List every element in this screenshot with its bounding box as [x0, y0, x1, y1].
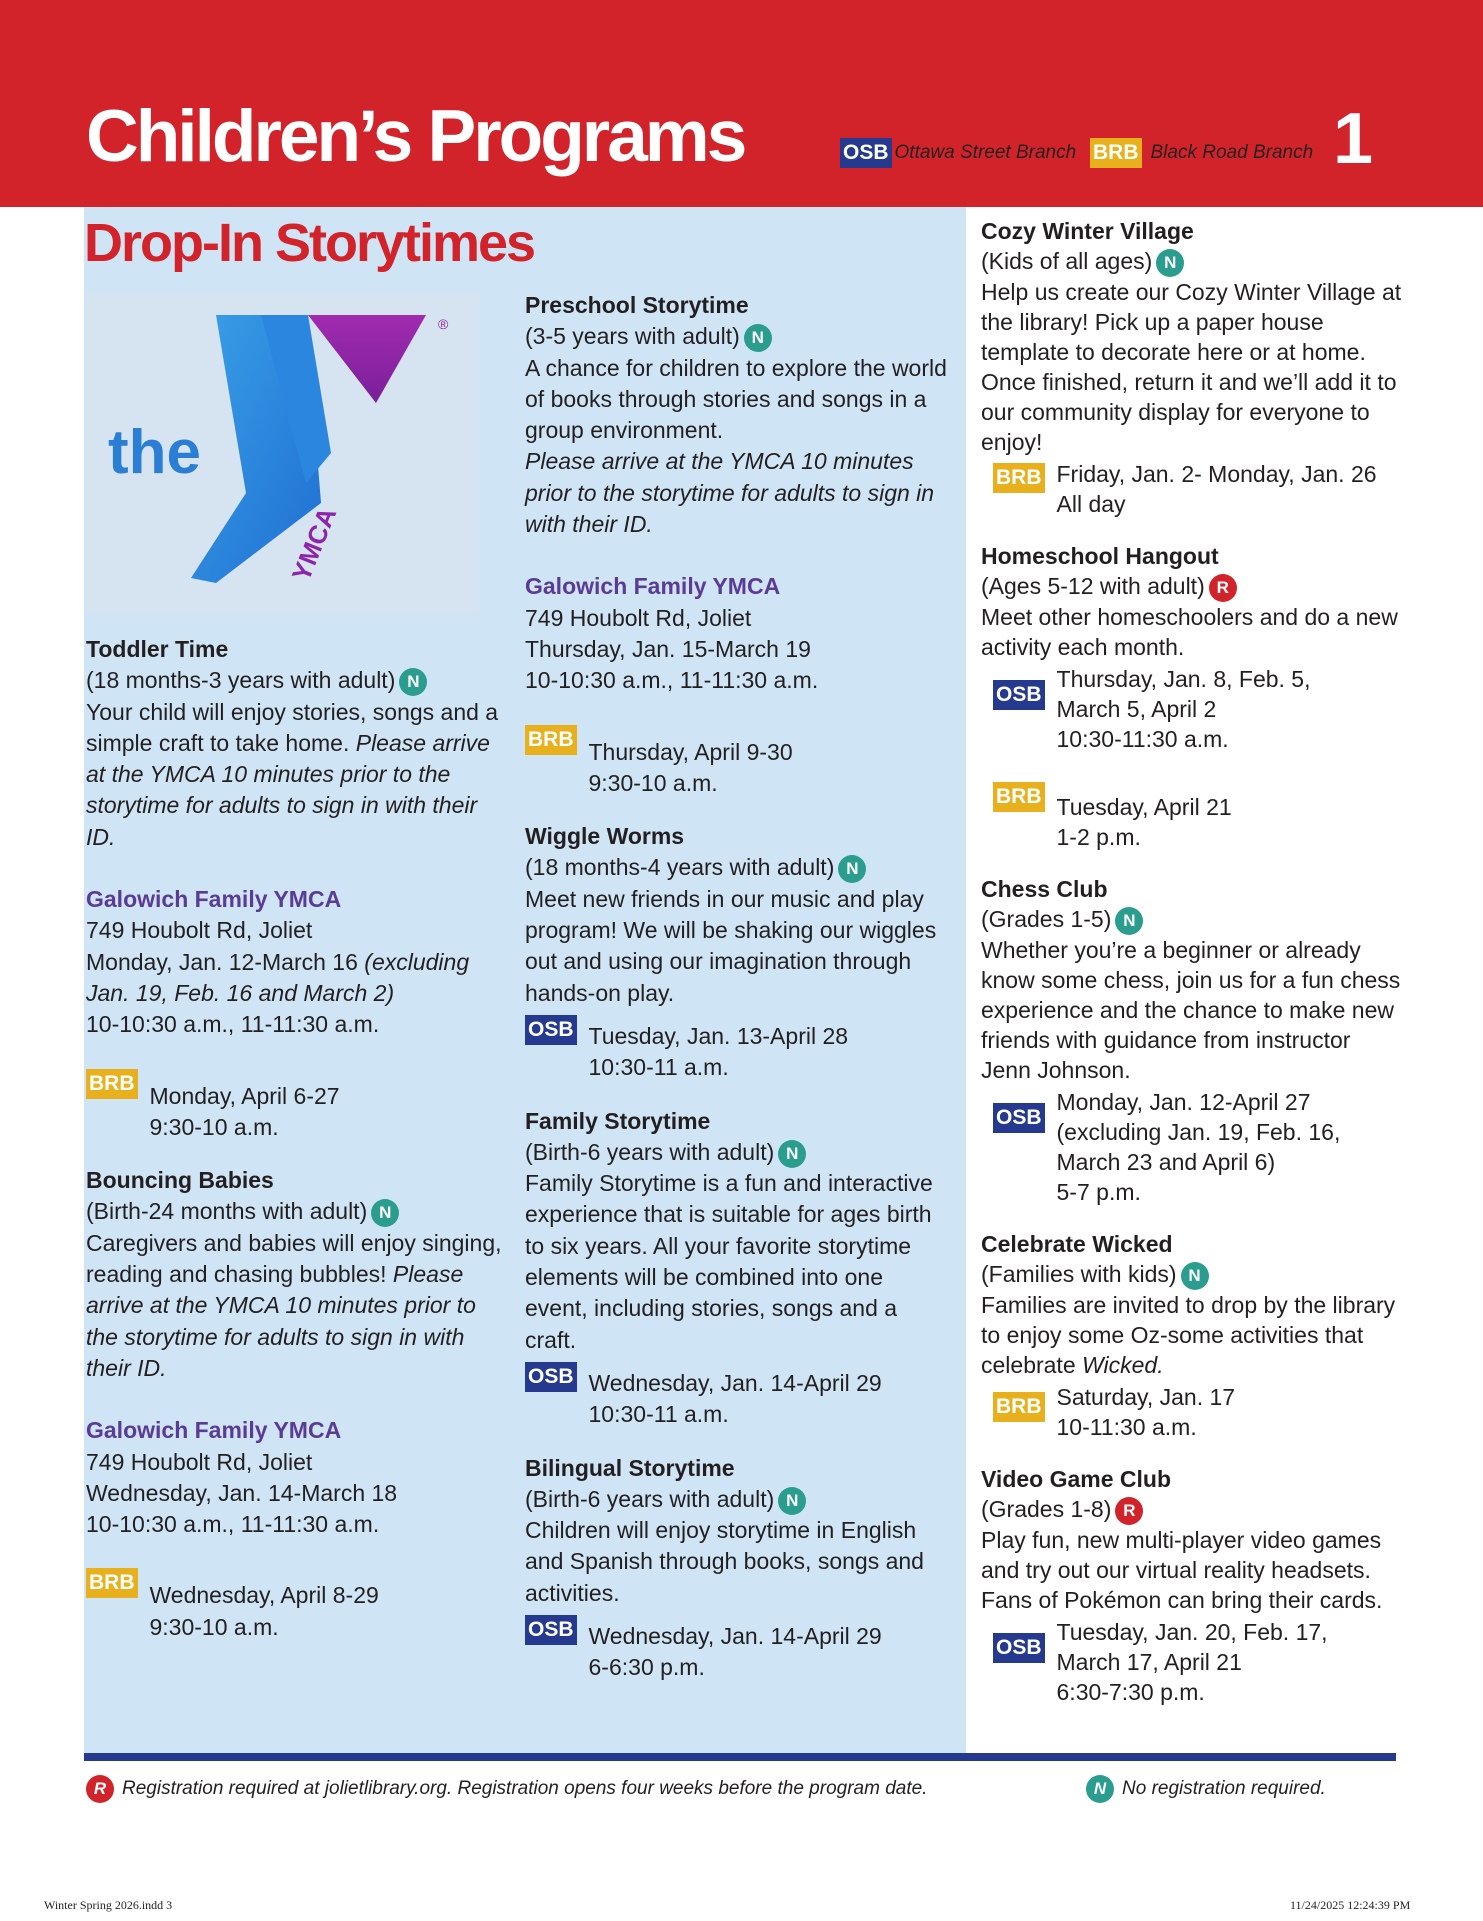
event-dates-note: (excluding Jan. 19, Feb. 16 and March 2)	[86, 948, 470, 1006]
event-age-text: (Birth-6 years with adult)	[525, 1485, 775, 1512]
brb-badge: BRB	[86, 1568, 138, 1598]
event-age-text: (18 months-3 years with adult)	[86, 667, 396, 694]
no-registration-note	[1086, 1775, 1326, 1803]
event-dates	[86, 947, 506, 1010]
osb-badge: OSB	[993, 1103, 1045, 1133]
event-desc-text: Families are invited to drop by the library to enjoy some Oz-some activities that celebrate	[981, 1291, 1396, 1378]
ymca-logo-mark	[86, 293, 479, 613]
schedule-osb	[525, 1611, 950, 1684]
logo-ymca: YMCA	[285, 503, 343, 586]
event-celebrate-wicked	[981, 1229, 1406, 1442]
osb-badge: OSB	[993, 680, 1045, 710]
schedule-date: Tuesday, April 21	[1056, 793, 1232, 820]
event-title: Toddler Time	[86, 636, 229, 662]
event-age	[981, 904, 1406, 935]
osb-badge: OSB	[525, 1015, 577, 1045]
osb-badge: OSB	[840, 138, 892, 168]
event-desc-text: Your child will enjoy stories, songs and a simple craft to take home.	[86, 698, 499, 756]
schedule-date: Monday, April 6-27	[149, 1082, 340, 1109]
event-title: Preschool Storytime	[525, 292, 749, 318]
event-note: Please arrive at the YMCA 10 minutes prior to the storytime for adults to sign in with their ID.	[86, 729, 490, 850]
no-registration-icon: N	[778, 1140, 806, 1168]
event-toddler-time	[86, 634, 506, 1143]
schedule-date-cont: (excluding Jan. 19, Feb. 16,	[1056, 1118, 1341, 1145]
no-registration-icon: N	[744, 324, 772, 352]
event-desc-text: Caregivers and babies will enjoy singing, reading and chasing bubbles!	[86, 1229, 502, 1288]
footer-rule	[84, 1753, 1396, 1761]
event-age	[525, 321, 950, 352]
event-wiggle-worms	[525, 821, 950, 1083]
event-bilingual-storytime	[525, 1453, 950, 1684]
schedule-date: Monday, Jan. 12-April 27	[1056, 1088, 1311, 1115]
schedule-osb	[525, 1358, 950, 1431]
schedule-time: 5-7 p.m.	[1056, 1178, 1141, 1205]
venue-address: 749 Houbolt Rd, Joliet	[525, 604, 752, 631]
event-age	[525, 852, 950, 883]
legend-osb	[840, 138, 1076, 168]
legend-brb-label: Black Road Branch	[1150, 142, 1314, 163]
osb-badge: OSB	[525, 1362, 577, 1392]
event-age-text: (Ages 5-12 with adult)	[981, 572, 1205, 599]
schedule-brb	[525, 721, 950, 800]
osb-badge: OSB	[525, 1615, 577, 1645]
no-registration-icon: N	[371, 1199, 399, 1227]
venue-address: 749 Houbolt Rd, Joliet	[86, 917, 313, 944]
schedule-date: Wednesday, Jan. 14-April 29	[588, 1369, 882, 1396]
header-banner	[0, 0, 1483, 207]
print-timestamp: 11/24/2025 12:24:39 PM	[1290, 1898, 1411, 1912]
schedule-date: Thursday, April 9-30	[588, 738, 793, 765]
schedule-date: Wednesday, Jan. 14-April 29	[588, 1622, 882, 1649]
event-age-text: (Birth-6 years with adult)	[525, 1138, 775, 1165]
schedule-date: Saturday, Jan. 17	[1056, 1383, 1236, 1410]
ymca-logo	[86, 293, 479, 613]
schedule-date: Wednesday, April 8-29	[149, 1582, 379, 1609]
event-age	[981, 246, 1406, 277]
event-dates: Wednesday, Jan. 14-March 18	[86, 1479, 398, 1506]
registration-note-text: Registration required at jolietlibrary.org. Registration opens four weeks before the program date.	[122, 1778, 928, 1799]
event-title: Video Game Club	[981, 1465, 1172, 1492]
schedule-time: 6-6:30 p.m.	[588, 1654, 705, 1681]
schedule-date-cont: March 17, April 21	[1056, 1648, 1242, 1675]
event-description: A chance for children to explore the world of books through stories and songs in a group environment.	[525, 354, 947, 444]
event-note: Please arrive at the YMCA 10 minutes prior to the storytime for adults to sign in with their ID.	[86, 1261, 476, 1381]
schedule-date: Tuesday, Jan. 13-April 28	[588, 1022, 849, 1049]
event-description: Play fun, new multi-player video games and try out our virtual reality headsets. Fans of Pokémon can bring their cards.	[981, 1526, 1383, 1613]
schedule-brb	[86, 1065, 506, 1144]
registration-required-icon: R	[1209, 574, 1237, 602]
event-age-text: (Grades 1-5)	[981, 905, 1112, 932]
venue-name: Galowich Family YMCA	[86, 1417, 342, 1444]
registration-required-icon: R	[1115, 1497, 1143, 1525]
brb-badge: BRB	[86, 1069, 138, 1099]
event-title: Family Storytime	[525, 1107, 711, 1134]
no-registration-icon: N	[1181, 1262, 1209, 1290]
event-dates: Thursday, Jan. 15-March 19	[525, 635, 811, 662]
event-desc-emphasis: Wicked.	[1082, 1351, 1164, 1378]
event-age	[981, 1494, 1406, 1525]
event-title: Celebrate Wicked	[981, 1230, 1173, 1257]
registration-required-icon: R	[86, 1775, 114, 1803]
event-age-text: (Grades 1-8)	[981, 1495, 1112, 1522]
schedule-time: 10:30-11 a.m.	[588, 1401, 729, 1428]
schedule-date-cont: March 5, April 2	[1056, 695, 1217, 722]
event-age-text: (18 months-4 years with adult)	[525, 854, 835, 881]
registration-required-note	[86, 1775, 927, 1803]
no-registration-icon: N	[1115, 907, 1143, 935]
schedule-brb	[993, 778, 1406, 852]
schedule-time: 9:30-10 a.m.	[149, 1613, 279, 1640]
event-chess-club	[981, 874, 1406, 1207]
event-description: Children will enjoy storytime in English and Spanish through books, songs and activities.	[525, 1517, 924, 1606]
event-preschool-storytime	[525, 290, 950, 799]
column-3	[981, 216, 1406, 1707]
page-number: 1	[1333, 99, 1374, 179]
no-registration-icon: N	[1156, 249, 1184, 277]
column-1	[86, 634, 506, 1643]
event-age	[981, 1259, 1406, 1290]
event-age	[525, 1137, 950, 1168]
section-title: Drop-In Storytimes	[84, 213, 535, 273]
event-age	[86, 1196, 506, 1227]
event-times: 10-10:30 a.m., 11-11:30 a.m.	[525, 667, 819, 694]
event-title: Cozy Winter Village	[981, 218, 1194, 244]
event-age	[525, 1484, 950, 1515]
schedule-date-cont: March 23 and April 6)	[1056, 1148, 1276, 1175]
print-file-info: Winter Spring 2026.indd 3	[44, 1898, 173, 1912]
no-registration-icon: N	[1086, 1775, 1114, 1803]
event-title: Chess Club	[981, 875, 1108, 902]
legend-osb-label: Ottawa Street Branch	[894, 142, 1077, 163]
schedule-time: 9:30-10 a.m.	[149, 1113, 279, 1140]
schedule-time: 9:30-10 a.m.	[588, 769, 718, 796]
no-registration-icon: N	[399, 668, 427, 696]
brb-badge: BRB	[993, 782, 1045, 812]
osb-badge: OSB	[993, 1633, 1045, 1663]
event-family-storytime	[525, 1106, 950, 1431]
schedule-osb	[993, 1087, 1406, 1207]
schedule-time: 6:30-7:30 p.m.	[1056, 1678, 1205, 1705]
event-title: Bilingual Storytime	[525, 1454, 735, 1481]
brb-badge: BRB	[525, 725, 577, 755]
event-description	[86, 1228, 506, 1384]
venue-address: 749 Houbolt Rd, Joliet	[86, 1448, 313, 1475]
event-description: Family Storytime is a fun and interactive experience that is suitable for ages birth to six years. All your favorite storytime elements will be combined into one event, including stories, songs and a craft.	[525, 1170, 933, 1353]
schedule-time: 10:30-11 a.m.	[588, 1054, 729, 1081]
event-age	[981, 571, 1406, 602]
schedule-date: Friday, Jan. 2- Monday, Jan. 26	[1056, 460, 1377, 487]
event-description	[86, 697, 506, 853]
event-description: Help us create our Cozy Winter Village at the library! Pick up a paper house template to decorate here or at home. Once finished, return it and we’ll add it to our community display for everyone to enjoy!	[981, 278, 1402, 455]
no-registration-icon: N	[778, 1487, 806, 1515]
venue-name: Galowich Family YMCA	[525, 573, 781, 600]
event-title: Homeschool Hangout	[981, 542, 1219, 569]
event-dates-text: Monday, Jan. 12-March 16	[86, 948, 358, 975]
schedule-date: Thursday, Jan. 8, Feb. 5,	[1056, 665, 1311, 692]
event-description: Meet new friends in our music and play program! We will be shaking our wiggles out and using our imagination through hands-on play.	[525, 885, 937, 1006]
event-age-text: (Families with kids)	[981, 1260, 1177, 1287]
event-title: Wiggle Worms	[525, 823, 685, 850]
schedule-brb	[86, 1564, 506, 1643]
event-times: 10-10:30 a.m., 11-11:30 a.m.	[86, 1011, 380, 1038]
schedule-time: All day	[1056, 490, 1126, 517]
schedule-date: Tuesday, Jan. 20, Feb. 17,	[1056, 1618, 1328, 1645]
brb-badge: BRB	[993, 1392, 1045, 1422]
brb-badge: BRB	[1090, 138, 1142, 168]
schedule-time: 10:30-11:30 a.m.	[1056, 725, 1229, 752]
event-description: Meet other homeschoolers and do a new activity each month.	[981, 603, 1398, 660]
event-age-text: (3-5 years with adult)	[525, 323, 740, 350]
no-registration-icon: N	[838, 855, 866, 883]
event-video-game-club	[981, 1464, 1406, 1707]
logo-the: the	[108, 418, 201, 487]
page-title: Children’s Programs	[86, 96, 745, 177]
event-age	[86, 665, 506, 696]
schedule-time: 10-11:30 a.m.	[1056, 1413, 1197, 1440]
event-bouncing-babies	[86, 1165, 506, 1643]
venue-name: Galowich Family YMCA	[86, 886, 342, 913]
event-homeschool-hangout	[981, 541, 1406, 852]
schedule-brb	[993, 1382, 1406, 1442]
legend-brb	[1090, 138, 1313, 168]
event-times: 10-10:30 a.m., 11-11:30 a.m.	[86, 1511, 380, 1538]
brb-badge: BRB	[993, 463, 1045, 493]
event-description: Whether you’re a beginner or already know some chess, join us for a fun chess experience and the chance to make new friends with guidance from instructor Jenn Johnson.	[981, 936, 1401, 1083]
event-age-text: (Kids of all ages)	[981, 248, 1153, 274]
no-registration-note-text: No registration required.	[1122, 1778, 1326, 1799]
event-age-text: (Birth-24 months with adult)	[86, 1198, 368, 1225]
event-cozy-winter-village	[981, 216, 1406, 519]
registered-mark: ®	[438, 316, 449, 332]
schedule-osb	[993, 1617, 1406, 1707]
event-note: Please arrive at the YMCA 10 minutes prior to the storytime for adults to sign in with their ID.	[525, 448, 935, 538]
event-title: Bouncing Babies	[86, 1167, 274, 1194]
schedule-osb	[993, 664, 1406, 754]
schedule-time: 1-2 p.m.	[1056, 823, 1141, 850]
schedule-osb	[525, 1011, 950, 1084]
event-description	[981, 1290, 1406, 1380]
schedule-brb	[993, 459, 1406, 519]
column-2	[525, 290, 950, 1684]
